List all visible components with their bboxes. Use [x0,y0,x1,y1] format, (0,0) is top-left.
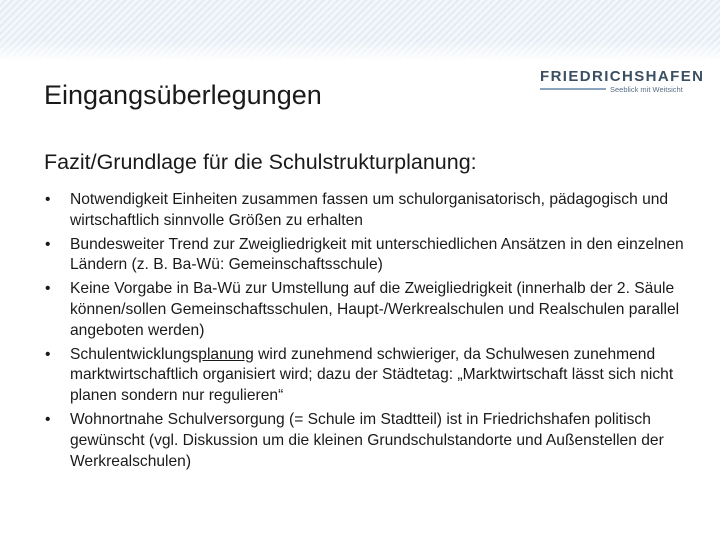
bullet-text: Keine Vorgabe in Ba-Wü zur Umstellung auf die Zweigliedrigkeit (innerhalb der 2. Säule können/sollen Gemeinschaftsschulen, Haupt-/Werkrealschulen und Realschulen parallel angeboten werden) [70,280,680,339]
bullet-item [44,410,694,472]
bullet-icon: • [45,280,51,298]
bullet-text: Bundesweiter Trend zur Zweigliedrigkeit mit unterschiedlichen Ansätzen in den einzelnen Ländern (z. B. Ba-Wü: Gemeinschaftsschule) [70,235,684,274]
header-band-fade [0,40,720,62]
friedrichshafen-logo [538,68,705,100]
bullet-item [44,279,694,341]
logo-wordmark: FRIEDRICHSHAFEN [540,68,705,85]
slide-title: Eingangsüberlegungen [44,80,322,110]
bullet-text: Wohnortnahe Schulversorgung (= Schule im Stadtteil) ist in Friedrichshafen politisch gewünscht (vgl. Diskussion um die kleinen Grundschulstandorte und Außenstellen der Werkrealschulen) [70,410,664,470]
bullet-icon: • [45,345,51,363]
bullet-item [44,190,694,232]
bullet-item [44,235,694,277]
bullet-icon: • [45,191,51,208]
slide-subtitle: Fazit/Grundlage für die Schulstrukturplanung: [44,150,477,174]
logo-rule [540,88,606,90]
bullet-underlined-word: planung [198,345,254,363]
bullet-icon: • [45,235,51,253]
bullet-list [44,190,694,475]
bullet-item [44,345,694,407]
bullet-text: Notwendigkeit Einheiten zusammen fassen um schulorganisatorisch, pädagogisch und wirtschaftlich sinnvolle Größen zu erhalten [70,191,669,229]
bullet-text-start: Schulentwicklungs [70,345,199,363]
bullet-icon: • [45,410,51,428]
logo-tagline: Seeblick mit Weitsicht [610,85,683,94]
bullet-text-end: wird zunehmend schwieriger, da Schulwesen zunehmend marktwirtschaftlich organisiert wird; dazu der Städtetag: „Marktwirtschaft lässt sich nicht planen sondern nur regulieren“ [70,345,674,405]
